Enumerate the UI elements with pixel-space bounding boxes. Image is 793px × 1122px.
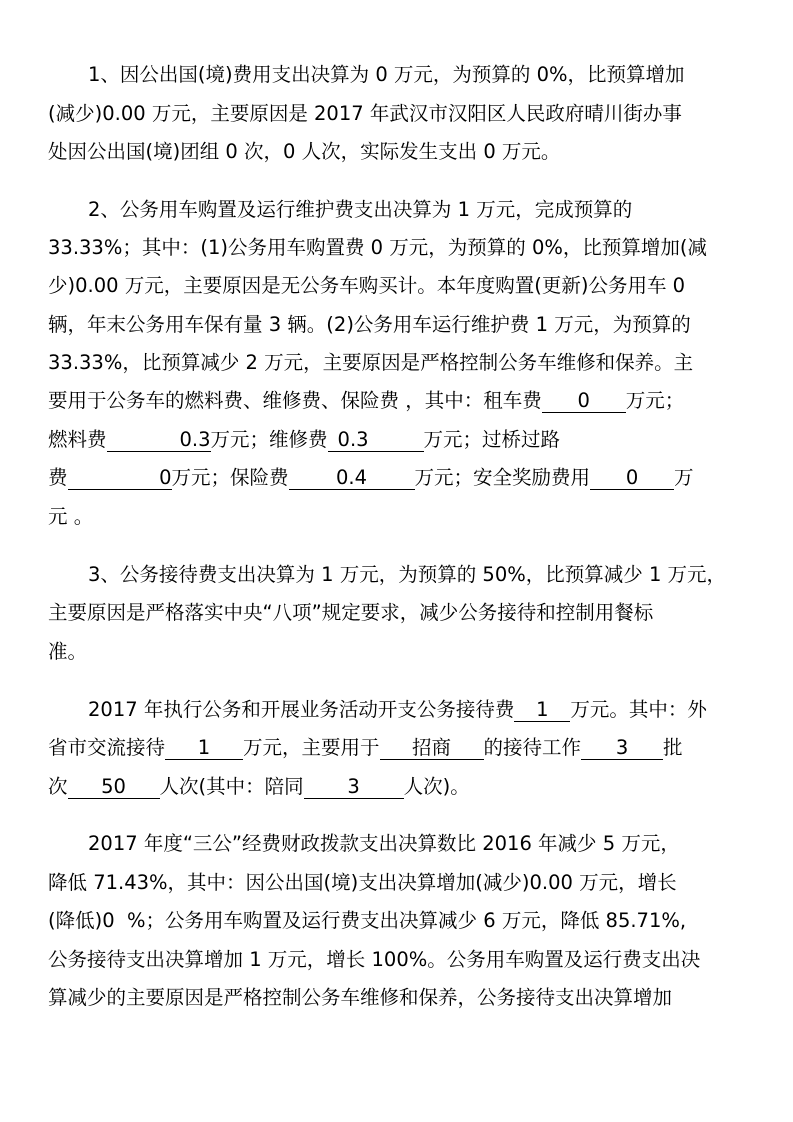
paragraph-3-line-2: 主要原因是严格落实中央“八项”规定要求，减少公务接待和控制用餐标: [48, 601, 654, 624]
insurance-fee-value: 0.4: [289, 467, 415, 490]
paragraph-5-line-5: 算减少的主要原因是严格控制公务车维修和保养，公务接待支出决算增加: [48, 986, 673, 1009]
batches-value: 3: [581, 737, 663, 760]
interprovincial-reception-value: 1: [165, 737, 243, 760]
paragraph-2-line-8: [48, 464, 694, 492]
paragraph-2-line-2: 33.33%；其中：(1)公务用车购置费 0 万元，为预算的 0%，比预算增加(减: [48, 236, 708, 259]
paragraph-1-line-1: 1、因公出国(境)费用支出决算为 0 万元，为预算的 0%，比预算增加: [88, 63, 685, 86]
text: 批: [663, 736, 683, 759]
paragraph-4-line-3: [48, 773, 470, 801]
purpose-value: 招商: [380, 737, 484, 760]
text: 万: [674, 466, 694, 489]
text: 万元；保险费: [171, 466, 289, 489]
text: 万元，主要用于: [243, 736, 380, 759]
text: 万元；过桥过路: [423, 428, 561, 451]
text: 燃料费: [48, 428, 107, 451]
repair-fee-value: 0.3: [328, 429, 424, 452]
paragraph-1-line-2: (减少)0.00 万元，主要原因是 2017 年武汉市汉阳区人民政府晴川街办事: [48, 102, 682, 125]
accompany-value: 3: [304, 776, 404, 799]
paragraph-1-line-3: 处因公出国(境)团组 0 次，0 人次，实际发生支出 0 万元。: [48, 140, 561, 163]
text: 省市交流接待: [48, 736, 166, 759]
paragraph-2-line-5: 33.33%，比预算减少 2 万元，主要原因是严格控制公务车维修和保养。主: [48, 351, 694, 374]
paragraph-3-line-1: 3、公务接待费支出决算为 1 万元，为预算的 50%，比预算减少 1 万元，: [88, 563, 727, 586]
rent-fee-value: 0: [542, 390, 626, 413]
paragraph-5-line-4: 公务接待支出决算增加 1 万元，增长 100%。公务用车购置及运行费支出决: [48, 948, 701, 971]
paragraph-3-line-3: 准。: [48, 640, 88, 663]
text: 万元；维修费: [210, 428, 328, 451]
paragraph-5-line-1: 2017 年度“三公”经费财政拨款支出决算数比 2016 年减少 5 万元，: [88, 832, 680, 855]
paragraph-2-line-4: 辆，年末公务用车保有量 3 辆。(2)公务用车运行维护费 1 万元，为预算的: [48, 313, 691, 336]
text: 要用于公务车的燃料费、维修费、保险费 ，其中：租车费: [48, 389, 542, 412]
paragraph-2-line-3: 少)0.00 万元，主要原因是无公务车购买计。本年度购置(更新)公务用车 0: [48, 274, 686, 297]
fuel-fee-value: 0.3: [107, 429, 211, 452]
text: 费: [48, 466, 68, 489]
text: 2017 年执行公务和开展业务活动开支公务接待费: [88, 698, 515, 721]
text: 人次)。: [403, 775, 470, 798]
text: 次: [48, 775, 68, 798]
text: 人次(其中：陪同: [159, 775, 304, 798]
safety-fee-value: 0: [590, 467, 674, 490]
toll-fee-value: 0: [68, 467, 172, 490]
paragraph-2-line-1: 2、公务用车购置及运行维护费支出决算为 1 万元，完成预算的: [88, 198, 633, 221]
persons-value: 50: [68, 776, 160, 799]
paragraph-5-line-3: (降低)0 %；公务用车购置及运行费支出决算减少 6 万元，降低 85.71%,: [48, 909, 687, 932]
text: 万元；: [625, 389, 685, 412]
paragraph-4-line-1: [88, 696, 707, 724]
paragraph-4-line-2: [48, 734, 683, 762]
paragraph-2-line-6: [48, 387, 684, 415]
paragraph-5-line-2: 降低 71.43%，其中：因公出国(境)支出决算增加(减少)0.00 万元，增长: [48, 871, 677, 894]
total-reception-value: 1: [514, 699, 570, 722]
text: 的接待工作: [483, 736, 582, 759]
text: 万元；安全奖励费用: [414, 466, 591, 489]
paragraph-2-line-9: 元 。: [48, 505, 94, 528]
paragraph-2-line-7: [48, 426, 560, 454]
text: 万元。其中：外: [570, 698, 707, 721]
